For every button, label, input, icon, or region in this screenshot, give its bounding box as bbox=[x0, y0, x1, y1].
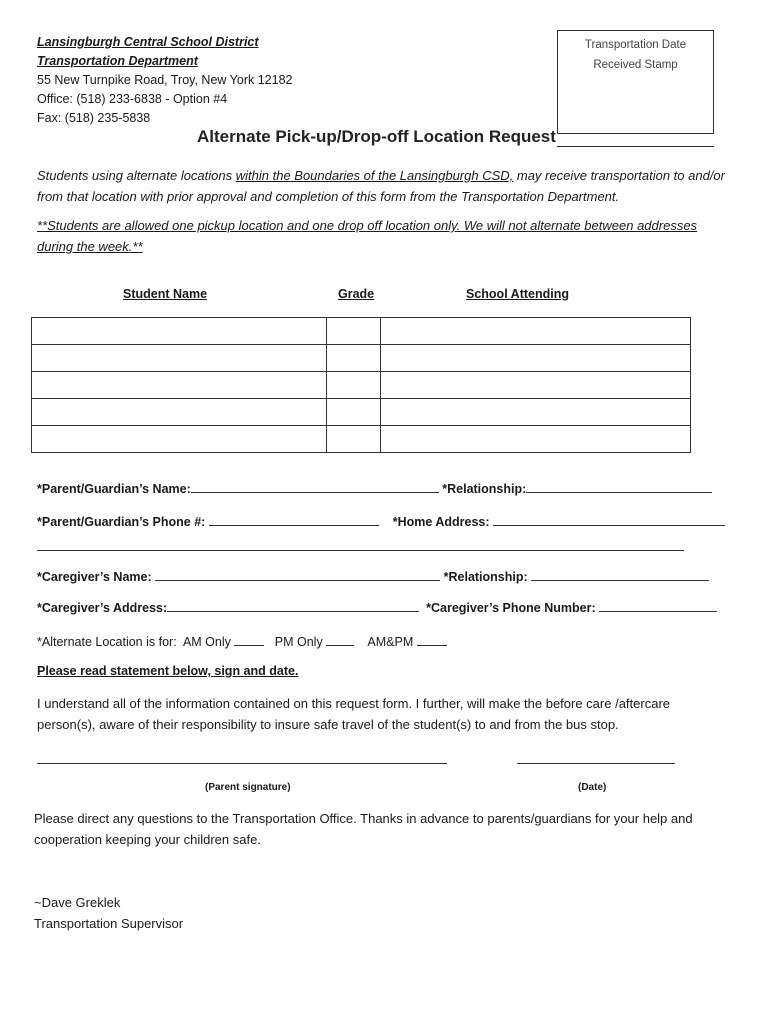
signoff-name: ~Dave Greklek bbox=[34, 895, 121, 910]
caregiver-phone-label: *Caregiver’s Phone Number: bbox=[426, 601, 596, 615]
home-address-field[interactable] bbox=[493, 512, 725, 526]
statement-text: I understand all of the information contained on this request form. I further, will make the before care /aftercare person(s), aware of their responsibility to insure safe travel of the student(s) to and from the bus stop. bbox=[37, 696, 671, 732]
parent-signature-label: (Parent signature) bbox=[205, 782, 291, 793]
pm-only-label: PM Only bbox=[274, 635, 323, 649]
intro-paragraph bbox=[37, 165, 727, 207]
notice-text: **Students are allowed one pickup location and one drop off location only. We will not alternate between addresses during the week.** bbox=[37, 218, 698, 254]
alt-location-row bbox=[37, 632, 447, 650]
col-school-attending: School Attending bbox=[466, 287, 569, 301]
student-name-cell[interactable] bbox=[32, 399, 327, 426]
closing-text: Please direct any questions to the Transportation Office. Thanks in advance to parents/guardians for your help and cooperation keeping your children safe. bbox=[34, 811, 693, 847]
office-phone: Office: (518) 233-6838 - Option #4 bbox=[37, 92, 228, 106]
school-cell[interactable] bbox=[381, 426, 691, 453]
student-name-cell[interactable] bbox=[32, 426, 327, 453]
caregiver-name-row bbox=[37, 567, 709, 585]
home-address-field-line2[interactable] bbox=[37, 550, 684, 551]
school-cell[interactable] bbox=[381, 345, 691, 372]
signoff-title: Transportation Supervisor bbox=[34, 916, 184, 931]
caregiver-relationship-label: *Relationship: bbox=[443, 570, 528, 584]
school-cell[interactable] bbox=[381, 399, 691, 426]
title-rule bbox=[557, 146, 714, 147]
grade-cell[interactable] bbox=[327, 426, 381, 453]
table-row bbox=[32, 345, 691, 372]
statement-heading: Please read statement below, sign and date. bbox=[37, 664, 299, 678]
table-row bbox=[32, 372, 691, 399]
parent-name-label: *Parent/Guardian’s Name: bbox=[37, 482, 191, 496]
district-name: Lansingburgh Central School District bbox=[37, 35, 259, 49]
caregiver-phone-field[interactable] bbox=[599, 598, 717, 612]
intro-text-1: Students using alternate locations bbox=[37, 168, 236, 183]
district-address: 55 New Turnpike Road, Troy, New York 12182 bbox=[37, 73, 293, 87]
col-grade: Grade bbox=[338, 287, 375, 301]
intro-boundary-text: within the Boundaries of the Lansingburgh CSD, bbox=[235, 168, 514, 183]
col-student-name: Student Name bbox=[123, 287, 208, 301]
caregiver-address-field[interactable] bbox=[167, 598, 419, 612]
am-pm-field[interactable] bbox=[417, 632, 447, 646]
caregiver-relationship-field[interactable] bbox=[531, 567, 709, 581]
caregiver-address-row bbox=[37, 598, 717, 616]
grade-cell[interactable] bbox=[327, 345, 381, 372]
page-title: Alternate Pick-up/Drop-off Location Request bbox=[197, 127, 556, 146]
parent-signature-line[interactable] bbox=[37, 763, 447, 764]
stamp-label-1: Transportation Date bbox=[584, 39, 687, 51]
students-table bbox=[31, 317, 691, 453]
date-label: (Date) bbox=[578, 782, 607, 793]
student-name-cell[interactable] bbox=[32, 372, 327, 399]
parent-name-row bbox=[37, 479, 712, 497]
am-pm-label: AM&PM bbox=[367, 635, 414, 649]
table-row bbox=[32, 399, 691, 426]
parent-name-field[interactable] bbox=[191, 479, 439, 493]
am-only-field[interactable] bbox=[234, 632, 264, 646]
intro-text-2: may receive transportation to and/or from that location with prior approval and completion of this form from the Transportation Department. bbox=[37, 168, 725, 204]
caregiver-name-field[interactable] bbox=[155, 567, 440, 581]
alt-location-label: *Alternate Location is for: bbox=[37, 635, 177, 649]
fax-number: Fax: (518) 235-5838 bbox=[37, 111, 151, 125]
grade-cell[interactable] bbox=[327, 399, 381, 426]
caregiver-address-label: *Caregiver’s Address: bbox=[37, 601, 168, 615]
parent-phone-label: *Parent/Guardian’s Phone #: bbox=[37, 515, 206, 529]
student-name-cell[interactable] bbox=[32, 318, 327, 345]
district-header bbox=[37, 33, 292, 128]
relationship-label: *Relationship: bbox=[442, 482, 527, 496]
grade-cell[interactable] bbox=[327, 318, 381, 345]
home-address-label: *Home Address: bbox=[392, 515, 490, 529]
parent-phone-row bbox=[37, 512, 725, 530]
stamp-label-2: Received Stamp bbox=[593, 59, 678, 71]
school-cell[interactable] bbox=[381, 318, 691, 345]
notice-paragraph bbox=[37, 215, 727, 257]
received-stamp-box bbox=[557, 30, 714, 134]
signoff-block bbox=[34, 892, 183, 934]
department-name: Transportation Department bbox=[37, 54, 198, 68]
grade-cell[interactable] bbox=[327, 372, 381, 399]
relationship-field[interactable] bbox=[526, 479, 712, 493]
student-name-cell[interactable] bbox=[32, 345, 327, 372]
table-row bbox=[32, 426, 691, 453]
table-row bbox=[32, 318, 691, 345]
am-only-label: AM Only bbox=[182, 635, 231, 649]
pm-only-field[interactable] bbox=[326, 632, 354, 646]
school-cell[interactable] bbox=[381, 372, 691, 399]
caregiver-name-label: *Caregiver’s Name: bbox=[37, 570, 152, 584]
parent-phone-field[interactable] bbox=[209, 512, 379, 526]
date-line[interactable] bbox=[517, 763, 675, 764]
